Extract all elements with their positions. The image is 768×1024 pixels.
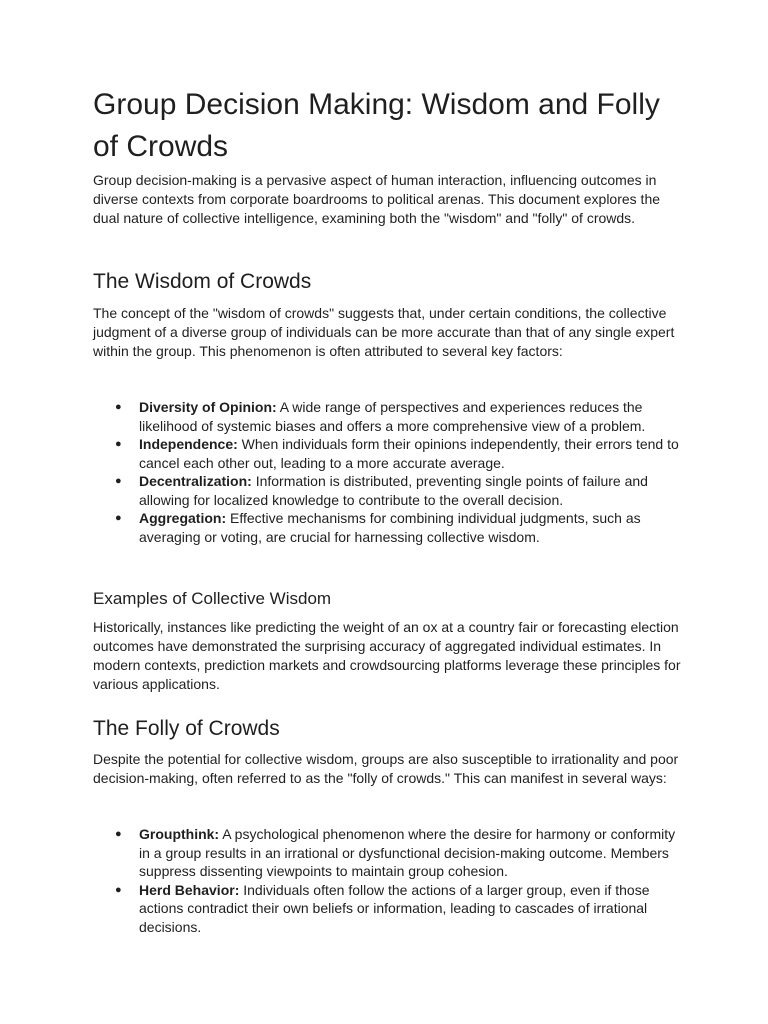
list-item-text: A psychological phenomenon where the desire for harmony or conformity in a group results in an irrational or dysfunctional decision-making outcome. Members suppress dissenting viewpoints to maintain group cohesion. bbox=[139, 826, 676, 879]
document-title: Group Decision Making: Wisdom and Folly of Crowds bbox=[93, 88, 660, 163]
list-item-text: A wide range of perspectives and experiences reduces the likelihood of systemic biases and offers a more comprehensive view of a problem. bbox=[139, 399, 646, 434]
list-item-term: Decentralization: bbox=[139, 473, 252, 489]
list-item-term: Diversity of Opinion: bbox=[139, 399, 277, 415]
list-item bbox=[93, 398, 683, 435]
examples-paragraph: Historically, instances like predicting the weight of an ox at a country fair or forecasting election outcomes have demonstrated the surprising accuracy of aggregated individual estimates. In modern contexts, prediction markets and crowdsourcing platforms leverage these principles for various applications. bbox=[93, 619, 681, 692]
list-item-text: Effective mechanisms for combining individual judgments, such as averaging or voting, are crucial for harnessing collective wisdom. bbox=[139, 510, 641, 545]
bullet-icon: ● bbox=[115, 512, 122, 524]
folly-paragraph: Despite the potential for collective wisdom, groups are also susceptible to irrationality and poor decision-making, often referred to as the "folly of crowds." This can manifest in several ways: bbox=[93, 751, 679, 786]
list-item bbox=[93, 509, 683, 546]
list-item-term: Aggregation: bbox=[139, 510, 227, 526]
section-heading-folly: The Folly of Crowds bbox=[93, 717, 280, 740]
list-item bbox=[93, 472, 683, 509]
bullet-icon: ● bbox=[115, 401, 122, 413]
wisdom-paragraph: The concept of the "wisdom of crowds" suggests that, under certain conditions, the collective judgment of a diverse group of individuals can be more accurate than that of any single expert within the group. This phenomenon is often attributed to several key factors: bbox=[93, 305, 675, 359]
bullet-icon: ● bbox=[115, 883, 122, 896]
list-item-term: Herd Behavior: bbox=[139, 881, 240, 898]
bullet-icon: ● bbox=[115, 828, 122, 840]
intro-paragraph: Group decision-making is a pervasive aspect of human interaction, influencing outcomes in diverse contexts from corporate boardrooms to political arenas. This document explores the dual nature of collective intelligence, examining both the "wisdom" and "folly" of crowds. bbox=[93, 172, 661, 226]
list-item-term: Groupthink: bbox=[139, 826, 220, 842]
subsection-heading-examples: Examples of Collective Wisdom bbox=[93, 589, 332, 608]
list-item-text: Individuals often follow the actions of a larger group, even if those actions contradict their own beliefs or information, leading to cascades of irrational decisions. bbox=[139, 881, 650, 935]
list-item-text: When individuals form their opinions independently, their errors tend to cancel each other out, leading to a more accurate average. bbox=[139, 436, 679, 471]
bullet-icon: ● bbox=[115, 438, 122, 450]
folly-manifestation-list bbox=[93, 825, 683, 936]
bullet-icon: ● bbox=[115, 475, 122, 487]
list-item bbox=[93, 881, 683, 937]
list-item bbox=[93, 435, 683, 472]
list-item-term: Independence: bbox=[139, 436, 238, 452]
section-heading-wisdom: The Wisdom of Crowds bbox=[93, 270, 312, 293]
list-item-text: Information is distributed, preventing single points of failure and allowing for localized knowledge to contribute to the overall decision. bbox=[139, 473, 648, 508]
wisdom-factor-list bbox=[93, 398, 683, 546]
list-item bbox=[93, 825, 683, 881]
